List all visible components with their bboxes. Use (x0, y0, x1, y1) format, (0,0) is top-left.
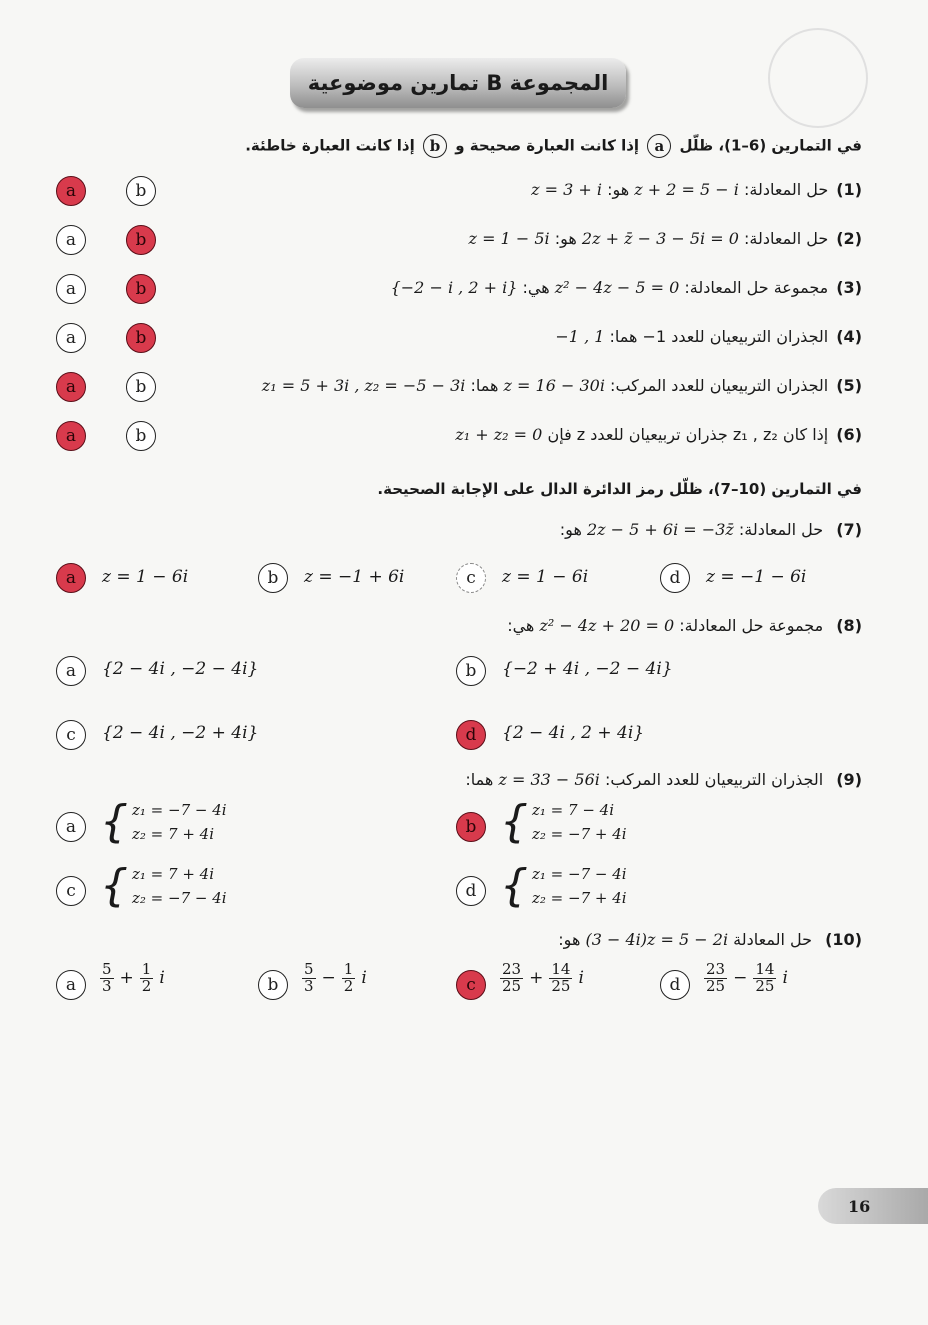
denominator: 25 (502, 976, 522, 995)
operator: + (529, 968, 544, 989)
fraction (302, 962, 316, 995)
question-text-tail: هي: (507, 616, 535, 635)
tf-question-3 (391, 278, 862, 297)
question-answer-math: −1 , 1 (555, 327, 605, 346)
page-number: 16 (818, 1188, 928, 1224)
choice-b-circle[interactable]: b (126, 323, 156, 353)
question-number: (1) (836, 180, 862, 199)
question-text: مجموعة حل المعادلة: (684, 278, 829, 297)
choice-d-circle[interactable]: d (660, 563, 690, 593)
question-math: (3 − 4i)z = 5 − 2i (585, 930, 729, 949)
question-answer-math: z = 1 − 5i (468, 229, 550, 248)
imaginary-unit: i (159, 968, 165, 989)
question-answer-math: z₁ = 5 + 3i , z₂ = −5 − 3i (261, 376, 466, 395)
system-lines (532, 798, 627, 846)
choice-b-circle[interactable]: b (126, 274, 156, 304)
question-number: (9) (836, 770, 862, 789)
option-value: z = −1 − 6i (706, 567, 807, 587)
denominator: 25 (706, 976, 726, 995)
option-fraction-expr (100, 962, 165, 995)
question-number: (10) (825, 930, 862, 949)
option-system (100, 862, 227, 910)
instructions-true-false (245, 134, 862, 158)
numerator: 23 (706, 960, 726, 978)
question-text: الجذران التربيعيان للعدد المركب: (604, 770, 824, 789)
denominator: 25 (755, 976, 775, 995)
question-text: إذا كان z₁ , z₂ جذران تربيعيان للعدد z فإن (547, 425, 829, 444)
question-text-tail: هو: (607, 180, 630, 199)
question-text-tail: هما: (470, 376, 499, 395)
choice-b-circle[interactable]: b (456, 812, 486, 842)
option-fraction-expr (500, 962, 584, 995)
choice-c-circle[interactable]: c (456, 563, 486, 593)
tf-question-1 (531, 180, 862, 199)
question-text: حل المعادلة: (738, 520, 824, 539)
question-number: (7) (836, 520, 862, 539)
numerator: 14 (551, 960, 571, 978)
choice-c-circle[interactable]: c (56, 720, 86, 750)
instructions-mcq: في التمارين (10–7)، ظلّل رمز الدائرة الدال على الإجابة الصحيحة. (377, 480, 862, 498)
question-answer-math: {−2 − i , 2 + i} (390, 278, 518, 297)
question-math: z₁ + z₂ = 0 (455, 425, 543, 444)
denominator: 3 (102, 976, 112, 995)
choice-c-circle[interactable]: c (456, 970, 486, 1000)
instr-circle-a: a (647, 134, 671, 158)
choice-b-circle[interactable]: b (126, 372, 156, 402)
operator: + (119, 968, 134, 989)
fraction (140, 962, 154, 995)
option-value: z = 1 − 6i (102, 567, 189, 587)
choice-d-circle[interactable]: d (456, 876, 486, 906)
fraction (342, 962, 356, 995)
question-math: z² − 4z − 5 = 0 (554, 278, 680, 297)
choice-b-circle[interactable]: b (258, 563, 288, 593)
instr1-prefix: في التمارين (6–1)، ظلّل (679, 136, 862, 155)
question-9 (465, 770, 862, 789)
choice-a-circle[interactable]: a (56, 225, 86, 255)
numerator: 5 (102, 960, 112, 978)
brace: { (500, 860, 528, 911)
faded-corner-logo (768, 28, 868, 128)
system-line-1: z₁ = −7 − 4i (532, 865, 627, 883)
option-value: {2 − 4i , −2 + 4i} (102, 723, 259, 743)
instr-circle-b: b (423, 134, 447, 158)
option-value: {2 − 4i , −2 − 4i} (102, 659, 259, 679)
tf-question-6 (455, 425, 862, 444)
choice-b-circle[interactable]: b (126, 421, 156, 451)
choice-b-circle[interactable]: b (456, 656, 486, 686)
question-text-tail: هو: (559, 520, 582, 539)
question-math: z + 2 = 5 − i (634, 180, 739, 199)
question-math: 2z − 5 + 6i = −3z̄ (586, 520, 734, 539)
imaginary-unit: i (782, 968, 788, 989)
question-number: (4) (836, 327, 862, 346)
question-8 (507, 616, 862, 635)
section-title: المجموعة B تمارين موضوعية (290, 58, 626, 108)
system-lines (132, 798, 227, 846)
choice-a-circle[interactable]: a (56, 563, 86, 593)
choice-b-circle[interactable]: b (258, 970, 288, 1000)
question-math: 2z + z̄ − 3 − 5i = 0 (581, 229, 739, 248)
numerator: 23 (502, 960, 522, 978)
question-number: (5) (836, 376, 862, 395)
question-text-tail: هو: (554, 229, 577, 248)
question-text: حل المعادلة: (744, 229, 829, 248)
choice-a-circle[interactable]: a (56, 274, 86, 304)
question-text-tail: هما: (465, 770, 494, 789)
question-text: حل المعادلة: (744, 180, 829, 199)
choice-a-circle[interactable]: a (56, 176, 86, 206)
question-math: z = 33 − 56i (498, 770, 600, 789)
operator: − (733, 968, 748, 989)
question-text: حل المعادلة (733, 930, 813, 949)
tf-question-5 (262, 376, 862, 395)
imaginary-unit: i (361, 968, 367, 989)
instr1-mid: إذا كانت العبارة صحيحة و (455, 136, 640, 155)
system-line-2: z₂ = −7 + 4i (532, 825, 627, 843)
question-text: الجذران التربيعيان للعدد 1− هما: (609, 327, 829, 346)
numerator: 5 (304, 960, 314, 978)
question-text-tail: هو: (558, 930, 581, 949)
system-line-1: z₁ = 7 − 4i (532, 801, 615, 819)
question-10 (558, 930, 862, 949)
question-math: z² − 4z + 20 = 0 (539, 616, 675, 635)
option-value: {−2 + 4i , −2 − 4i} (502, 659, 673, 679)
system-line-2: z₂ = −7 − 4i (132, 889, 227, 907)
fraction (704, 962, 727, 995)
denominator: 2 (141, 976, 152, 995)
choice-a-circle[interactable]: a (56, 372, 86, 402)
choice-a-circle[interactable]: a (56, 970, 86, 1000)
option-fraction-expr (302, 962, 367, 995)
question-answer-math: z = 3 + i (531, 180, 602, 199)
denominator: 25 (551, 976, 571, 995)
question-7 (560, 520, 862, 539)
instr1-suffix: إذا كانت العبارة خاطئة. (245, 136, 415, 155)
choice-a-circle[interactable]: a (56, 421, 86, 451)
question-text-tail: هي: (522, 278, 550, 297)
choice-d-circle[interactable]: d (660, 970, 690, 1000)
brace: { (100, 796, 128, 847)
option-system (500, 862, 627, 910)
choice-a-circle[interactable]: a (56, 323, 86, 353)
option-value: z = 1 − 6i (502, 567, 589, 587)
question-number: (6) (836, 425, 862, 444)
brace: { (500, 796, 528, 847)
imaginary-unit: i (578, 968, 584, 989)
option-value: z = −1 + 6i (304, 567, 405, 587)
choice-a-circle[interactable]: a (56, 812, 86, 842)
question-math: z = 16 − 30i (503, 376, 605, 395)
system-line-2: z₂ = 7 + 4i (132, 825, 215, 843)
numerator: 1 (141, 960, 152, 978)
question-number: (2) (836, 229, 862, 248)
choice-a-circle[interactable]: a (56, 656, 86, 686)
tf-question-2 (469, 229, 862, 248)
denominator: 2 (343, 976, 354, 995)
question-number: (8) (836, 616, 862, 635)
fraction (549, 962, 572, 995)
system-line-2: z₂ = −7 + 4i (532, 889, 627, 907)
choice-b-circle[interactable]: b (126, 176, 156, 206)
system-line-1: z₁ = 7 + 4i (132, 865, 215, 883)
numerator: 14 (755, 960, 775, 978)
fraction (753, 962, 776, 995)
tf-question-4 (555, 327, 862, 346)
choice-c-circle[interactable]: c (56, 876, 86, 906)
option-system (100, 798, 227, 846)
choice-d-circle[interactable]: d (456, 720, 486, 750)
system-line-1: z₁ = −7 − 4i (132, 801, 227, 819)
question-text: مجموعة حل المعادلة: (679, 616, 824, 635)
choice-b-circle[interactable]: b (126, 225, 156, 255)
brace: { (100, 860, 128, 911)
question-number: (3) (836, 278, 862, 297)
option-system (500, 798, 627, 846)
option-value: {2 − 4i , 2 + 4i} (502, 723, 645, 743)
fraction (100, 962, 114, 995)
option-fraction-expr (704, 962, 788, 995)
system-lines (132, 862, 227, 910)
numerator: 1 (343, 960, 354, 978)
system-lines (532, 862, 627, 910)
denominator: 3 (304, 976, 314, 995)
question-text: الجذران التربيعيان للعدد المركب: (610, 376, 829, 395)
fraction (500, 962, 523, 995)
operator: − (321, 968, 336, 989)
